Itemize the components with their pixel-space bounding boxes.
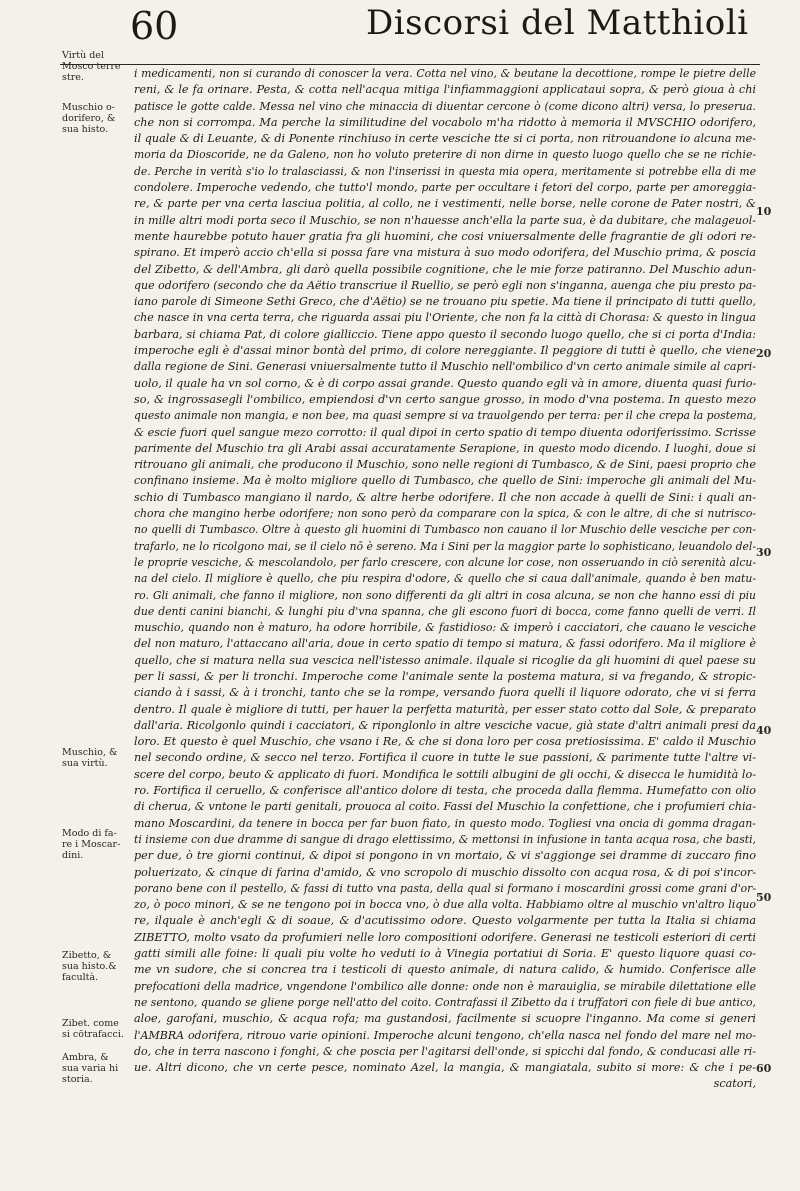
body-text-line: dalla regione de Sini. Generasi vniuersalmente tutto il Muschio nell'ombilico d'vn certo animale simile al capri- xyxy=(134,360,756,374)
body-text-line: che non si corrompa. Ma perche la similitudine del vocabolo m'ha ridotto à memoria il MVSCHIO odorifero, xyxy=(134,115,756,129)
body-text-line: questo animale non mangia, e non bee, ma quasi sempre si va trauolgendo per terra: per il che crepa la postema, xyxy=(134,409,756,423)
body-text-line: i medicamenti, non si curando di conoscer la vera. Cotta nel vino, & beutane la decottione, rompe le pietre delle xyxy=(134,67,756,80)
body-text-line: ro. Gli animali, che fanno il migliore, non sono differenti da gli altri in cosa alcuna, se non che hanno essi di piu xyxy=(134,588,756,602)
body-text-line: na del cielo. Il migliore è quello, che piu respira d'odore, & quello che si caua dall'animale, quando è ben matu- xyxy=(134,572,756,586)
page-number: 60 xyxy=(130,4,179,48)
body-text-line: zo, ò poco minori, & se ne tengono poi in bocca vno, ò due alla volta. Habbiamo oltre al muschio vn'altro liquo xyxy=(134,898,756,912)
running-head: Discorsi del Matthioli xyxy=(366,3,749,43)
body-text-line: barbara, si chiama Pat, di colore gialliccio. Tiene appo questo il secondo luogo quello, che si ci porta d'India: xyxy=(134,327,756,341)
body-text-line: confinano insieme. Ma è molto migliore quello di Tumbasco, che quello de Sini: imperoche gli animali del Mu- xyxy=(134,474,756,488)
body-text-line: quello, che si matura nella sua vescica nell'istesso animale. ilquale si ricoglie da gli huomini di quel paese su xyxy=(134,653,756,667)
body-text-line: ue. Altri dicono, che vn certe pesce, nominato Azel, la mangia, & mangiatala, subito si more: & che i pe- xyxy=(134,1061,756,1075)
margin-note: Zibetto, & sua histo.& facultà. xyxy=(62,950,117,983)
body-text-line: nel secondo ordine, & secco nel terzo. Fortifica il cuore in tutte le sue passioni, & parimente tutte l'altre vi- xyxy=(134,751,756,765)
body-text-line: di cherua, & vntone le parti genitali, prouoca al coito. Fassi del Muschio la confettione, che i profumieri chia- xyxy=(134,800,756,814)
body-text-line: imperoche egli è d'assai minor bontà del primo, di colore nereggiante. Il peggiore di tutti è quello, che viene xyxy=(134,344,756,358)
body-text-line: chora che mangino herbe odorifere; non sono però da comparare con la spica, & con le altre, di che si nutrisco- xyxy=(134,507,756,521)
body-text-line: ro. Fortifica il ceruello, & conferisce all'antico dolore di testa, che proceda dalla flemma. Humefatto con olio xyxy=(134,784,756,798)
body-text-line: ZIBETTO, molto vsato da profumieri nelle loro compositioni odorifere. Generasi ne testicoli esteriori di certi xyxy=(134,930,756,944)
body-text-line: uolo, il quale ha vn sol corno, & è di corpo assai grande. Questo quando egli và in amore, diuenta quasi furio- xyxy=(134,376,756,390)
body-text-line: so, & ingrossasegli l'ombilico, empiendosi d'vn certo sangue grosso, in modo d'vna postema. In questo mezo xyxy=(134,392,756,406)
body-text-line: & escie fuori quel sangue mezo corrotto: il qual dipoi in certo spatio di tempo diuenta odoriferissimo. Scrisse xyxy=(134,425,756,439)
body-text-line: poluerizato, & cinque di farina d'amido, & vno scropolo di muschio dissolto con acqua rosa, & di poi s'incor- xyxy=(134,865,756,879)
body-text-line: scere del corpo, beuto & applicato di fuori. Mondifica le sottili albugini de gli occhi, & disecca le humidità lo- xyxy=(134,767,756,781)
body-text-line: aloe, garofani, muschio, & acqua rofa; ma gustandosi, facilmente si scuopre l'inganno. Ma come si generi xyxy=(134,1012,756,1026)
body-text-line: che nasce in vna certa terra, che riguarda assai piu l'Oriente, che non fa la città di Chorasa: & questo in lingua xyxy=(134,311,756,325)
body-text-line: do, che in terra nascono i fonghi, & che poscia per l'agitarsi dell'onde, si spicchi dal fondo, & conducasi alle ri- xyxy=(134,1044,756,1058)
margin-note: Muschio, & sua virtù. xyxy=(62,747,118,769)
body-text-line: del non maturo, l'attaccano all'aria, doue in certo spatio di tempo si matura, & fassi odorifero. Ma il migliore è xyxy=(134,637,756,651)
body-text-line: del Zibetto, & dell'Ambra, gli darò quella possibile cognitione, che le mie forze patiranno. Del Muschio adun- xyxy=(134,262,756,276)
line-number: 20 xyxy=(756,347,772,360)
margin-notes xyxy=(0,0,124,1191)
body-text-line: schio di Tumbasco mangiano il nardo, & altre herbe odorifere. Il che non accade à quelli de Sini: i quali an- xyxy=(134,490,756,504)
body-text-line: in mille altri modi porta seco il Muschio, se non n'hauesse anch'ella la parte sua, è da dubitare, che malageuol- xyxy=(134,213,756,227)
body-text-line: ritrouano gli animali, che producono il Muschio, sono nelle regioni di Tumbasco, & de Sini, paesi proprio che xyxy=(134,458,756,472)
body-text-line: condolere. Imperoche vedendo, che tutto'l mondo, parte per occultare i fetori del corpo, parte per amoreggia- xyxy=(134,181,756,195)
body-text-line: parimente del Muschio tra gli Arabi assai accuratamente Serapione, in questo modo dicendo. I luoghi, doue si xyxy=(134,441,756,455)
body-text-line: gatti simili alle foine: li quali piu volte ho veduti io à Vinegia portatiui di Soria. E' questo liquore quasi co- xyxy=(134,947,756,961)
body-text-line: ti insieme con due dramme di sangue di drago elettissimo, & mettonsi in infusione in tanta acqua rosa, che basti, xyxy=(134,832,756,846)
body-text-line: per due, ò tre giorni continui, & dipoi si pongono in vn mortaio, & vi s'aggionge sei dramme di zuccaro fino xyxy=(134,849,756,863)
margin-note: Muschio o- dorifero, & sua histo. xyxy=(62,102,116,135)
body-text-line: que odorifero (secondo che da Aëtio transcriue il Ruellio, se però egli non s'inganna, auenga che piu presto pa- xyxy=(134,278,756,292)
body-text-line: reni, & le fa orinare. Pesta, & cotta nell'acqua mitiga l'infiammaggioni applicataui sopra, & però gioua à chi xyxy=(134,83,756,97)
page-header xyxy=(60,0,760,65)
margin-note: Virtù del Mosco terre stre. xyxy=(62,50,121,83)
body-text-line: patisce le gotte calde. Messa nel vino che minaccia di diuentar cercone ò (come dicono altri) versa, lo preserua. xyxy=(134,99,756,113)
body-text-line: scatori, xyxy=(713,1077,756,1091)
line-number: 60 xyxy=(756,1062,772,1075)
body-text-line: ne sentono, quando se gliene porge nell'atto del coito. Contrafassi il Zibetto da i truffatori con fiele di bue antico, xyxy=(134,995,756,1009)
body-text-line: iano parole di Simeone Sethi Greco, che d'Aëtio) se ne trouano piu spetie. Ma tiene il principato di tutti quello, xyxy=(134,295,756,309)
line-number: 40 xyxy=(756,724,772,737)
line-number: 10 xyxy=(756,205,772,218)
body-text xyxy=(134,66,756,1186)
body-text-line: mente haurebbe potuto hauer gratia fra gli huomini, che cosi vniuersalmente delle fragrantie de gli odori re- xyxy=(134,229,756,243)
line-number: 50 xyxy=(756,891,772,904)
body-text-line: muschio, quando non è maturo, ha odore horribile, & fastidioso: & imperò i cacciatori, che cauano le vesciche xyxy=(134,621,756,635)
line-number: 30 xyxy=(756,546,772,559)
body-text-line: il quale & di Leuante, & di Ponente rinchiuso in certe vesciche tte si ci porta, non ritrouandone io alcuna me- xyxy=(134,132,756,146)
margin-note: Zibet. come si cōtrafacci. xyxy=(62,1018,124,1040)
body-text-line: porano bene con il pestello, & fassi di tutto vna pasta, della qual si formano i moscardini grossi come grani d'or- xyxy=(134,881,756,895)
body-text-line: re, ilquale è anch'egli & di soaue, & d'acutissimo odore. Questo volgarmente per tutta la Italia si chiama xyxy=(134,914,756,928)
body-text-line: prefocationi della madrice, vngendone l'ombilico alle donne: onde non è marauiglia, se mirabile dilettatione elle xyxy=(134,979,756,993)
body-text-line: per li sassi, & per li tronchi. Imperoche come l'animale sente la postema matura, si va fregando, & stropic- xyxy=(134,669,756,683)
body-text-line: spirano. Et imperò accio ch'ella si possa fare vna mistura à suo modo odorifera, del Muschio prima, & poscia xyxy=(134,246,756,260)
body-text-line: dentro. Il quale è migliore di tutti, per hauer la perfetta maturità, per esser stato cotto dal Sole, & preparato xyxy=(134,702,756,716)
body-text-line: due denti canini bianchi, & lunghi piu d'vna spanna, che gli escono fuori di bocca, come fanno quelli de verri. Il xyxy=(134,604,756,618)
body-text-line: mano Moscardini, da tenere in bocca per far buon fiato, in questo modo. Togliesi vna oncia di gomma dragan- xyxy=(134,816,756,830)
body-text-line: moria da Dioscoride, ne da Galeno, non ho voluto preterire di non dirne in questo luogo quello che se ne richie- xyxy=(134,148,756,162)
margin-note: Ambra, & sua varia hi storia. xyxy=(62,1052,119,1085)
body-text-line: no quelli di Tumbasco. Oltre à questo gli huomini di Tumbasco non cauano il lor Muschio delle vesciche per con- xyxy=(134,523,756,537)
body-text-line: l'AMBRA odorifera, ritrouo varie opinioni. Imperoche alcuni tengono, ch'ella nasca nel fondo del mare nel mo- xyxy=(134,1028,756,1042)
margin-note: Modo di fa- re i Moscar- dini. xyxy=(62,828,121,861)
body-text-line: de. Perche in verità s'io lo tralasciassi, & non l'inserissi in questa mia opera, meritamente si potrebbe ella di me xyxy=(134,164,756,178)
body-text-line: trafarlo, ne lo ricolgono mai, se il cielo nō è sereno. Ma i Sini per la maggior parte lo sophisticano, leuandolo del- xyxy=(134,539,756,553)
body-text-line: ciando à i sassi, & à i tronchi, tanto che se la rompe, versando fuora quelli il liquore odorato, che vi si ferra xyxy=(134,686,756,700)
body-text-line: le proprie vesciche, & mescolandolo, per farlo crescere, con alcune lor cose, non osseruando in ciò serenità alcu- xyxy=(134,555,756,569)
body-text-line: re, & parte per vna certa lasciua politia, al collo, ne i vestimenti, nelle borse, nelle corone de Pater nostri, & xyxy=(134,197,756,211)
body-text-line: loro. Et questo è quel Muschio, che vsano i Re, & che si dona loro per cosa pretiosissima. E' caldo il Muschio xyxy=(134,735,756,749)
body-text-line: me vn sudore, che si concrea tra i testicoli di questo animale, di natura calido, & humido. Conferisce alle xyxy=(134,963,756,977)
body-text-line: dall'aria. Ricolgonlo quindi i cacciatori, & riponglonlo in altre vesciche vacue, già state d'altri animali presi da xyxy=(134,718,756,732)
